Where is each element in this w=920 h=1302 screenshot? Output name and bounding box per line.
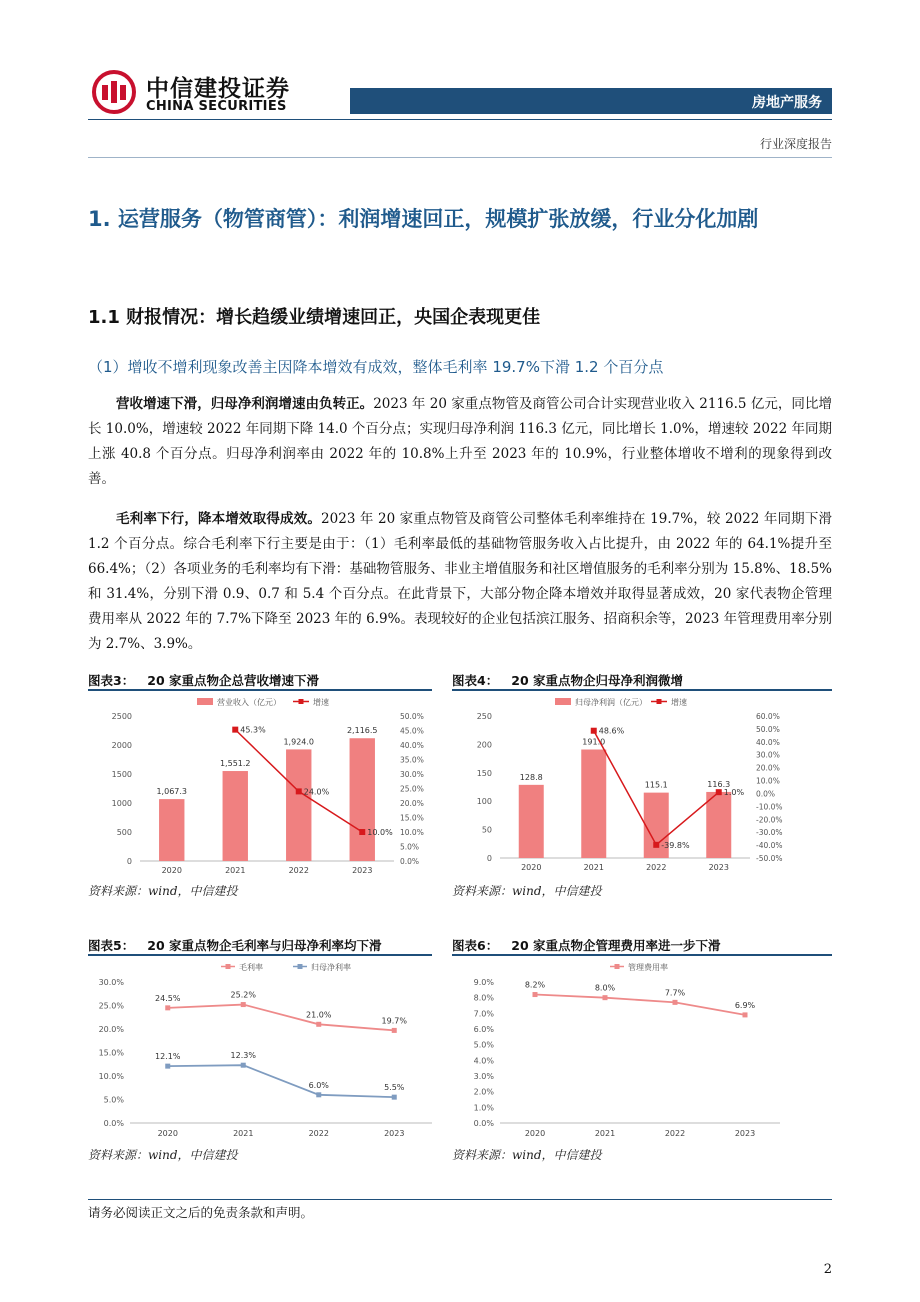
series-value-label: 7.7% bbox=[664, 988, 686, 998]
y-tick: 7.0% bbox=[473, 1009, 494, 1019]
y-tick: 8.0% bbox=[473, 993, 494, 1003]
page-number: 2 bbox=[823, 1262, 832, 1277]
figure-6-chart bbox=[452, 957, 832, 1143]
y-right-tick: 25.0% bbox=[400, 784, 424, 794]
legend-line-label: 增速 bbox=[671, 698, 687, 707]
legend-line-marker bbox=[298, 964, 303, 969]
bar-value-label: 1,924.0 bbox=[283, 737, 315, 747]
sector-label: 房地产服务 bbox=[752, 95, 822, 111]
subsection-heading: （1）增收不增利现象改善主因降本增效有成效，整体毛利率 19.7%下滑 1.2 个百分点 bbox=[88, 358, 664, 376]
y-tick: 30.0% bbox=[98, 978, 124, 987]
series-value-label: 6.9% bbox=[734, 1000, 756, 1010]
growth-point bbox=[591, 728, 597, 734]
y-tick: 5.0% bbox=[103, 1095, 124, 1105]
x-tick-label: 2020 bbox=[521, 863, 542, 872]
y-tick: 10.0% bbox=[98, 1072, 124, 1081]
disclaimer-note: 请务必阅读正文之后的免责条款和声明。 bbox=[88, 1205, 314, 1220]
y-left-tick: 50 bbox=[481, 825, 492, 835]
series-line bbox=[168, 1065, 395, 1097]
y-tick: 0.0% bbox=[473, 1119, 494, 1128]
growth-point bbox=[359, 829, 365, 835]
bar-value-label: 1,067.3 bbox=[156, 787, 188, 797]
legend-line-marker bbox=[615, 964, 620, 969]
figure-3-source: 资料来源：wind，中信建投 bbox=[88, 884, 238, 898]
series-value-label: 8.0% bbox=[594, 983, 616, 993]
x-tick-label: 2023 bbox=[708, 863, 729, 872]
bar bbox=[350, 738, 375, 861]
report-type-label: 行业深度报告 bbox=[759, 137, 832, 151]
x-tick-label: 2021 bbox=[583, 863, 604, 872]
series-point bbox=[392, 1095, 397, 1100]
y-left-tick: 1000 bbox=[111, 799, 132, 808]
figure-6-source: 资料来源：wind，中信建投 bbox=[452, 1148, 602, 1162]
series-point bbox=[603, 995, 608, 1000]
series-point bbox=[241, 1063, 246, 1068]
y-left-tick: 2000 bbox=[111, 741, 132, 750]
series-point bbox=[165, 1064, 170, 1069]
figure-6-caption: 20 家重点物企管理费用率进一步下滑 bbox=[511, 938, 721, 953]
legend-label: 归母净利率 bbox=[311, 963, 351, 972]
legend-bar-swatch bbox=[555, 698, 571, 705]
legend-label: 管理费用率 bbox=[628, 963, 668, 972]
figure-5-label: 图表5： bbox=[88, 938, 135, 953]
y-left-tick: 200 bbox=[476, 740, 492, 750]
paragraph-revenue-lead: 营收增速下滑，归母净利润增速由负转正。 bbox=[116, 396, 374, 412]
growth-value-label: 24.0% bbox=[303, 787, 330, 797]
bar bbox=[519, 785, 544, 858]
y-right-tick: 20.0% bbox=[756, 763, 780, 773]
bar bbox=[159, 799, 184, 861]
y-tick: 20.0% bbox=[98, 1025, 124, 1034]
figure-3-chart bbox=[88, 692, 432, 880]
paragraph-margin-lead: 毛利率下行，降本增效取得成效。 bbox=[116, 511, 322, 527]
y-right-tick: 30.0% bbox=[756, 750, 780, 760]
figure-4-source: 资料来源：wind，中信建投 bbox=[452, 884, 602, 898]
series-line bbox=[535, 995, 745, 1015]
x-tick-label: 2022 bbox=[288, 866, 309, 875]
y-right-tick: 50.0% bbox=[756, 724, 780, 734]
figure-5-rule bbox=[88, 954, 432, 956]
series-value-label: 24.5% bbox=[155, 993, 181, 1003]
figure-3-rule bbox=[88, 689, 432, 691]
y-tick: 15.0% bbox=[98, 1048, 124, 1058]
legend-line-label: 增速 bbox=[313, 698, 329, 707]
bar-value-label: 115.1 bbox=[644, 780, 668, 790]
figure-6-title bbox=[452, 936, 721, 954]
figure-3-title bbox=[88, 671, 319, 689]
x-tick-label: 2020 bbox=[524, 1129, 546, 1138]
y-right-tick: 10.0% bbox=[400, 828, 424, 837]
legend-bar-label: 归母净利润（亿元） bbox=[575, 698, 647, 707]
figure-4-caption: 20 家重点物企归母净利润微增 bbox=[511, 673, 684, 688]
legend-bar-swatch bbox=[197, 698, 213, 705]
series-value-label: 25.2% bbox=[230, 990, 256, 1000]
section-heading-1: 1. 运营服务（物管商管）：利润增速回正，规模扩张放缓，行业分化加剧 bbox=[88, 207, 759, 231]
y-right-tick: -30.0% bbox=[756, 828, 783, 838]
legend-line-marker bbox=[226, 964, 231, 969]
bar-value-label: 128.8 bbox=[519, 772, 543, 782]
y-right-tick: -10.0% bbox=[756, 802, 783, 812]
paragraph-revenue-body: 2023 年 20 家重点物管及商管公司合计实现营业收入 2116.5 亿元，同比增长 10.0%，增速较 2022 年同期下降 14.0 个百分点；实现归母净利润 116.3 亿元，同比增长 1.0%，增速较 2022 年同期上涨 40.8 个百分点。归母净利润率由 2022 年的 10.8%上升至 2023 年的 10.9%，行业整体增收不增利的现象得到改善。 bbox=[88, 396, 832, 487]
bar bbox=[286, 749, 311, 861]
y-right-tick: 40.0% bbox=[756, 737, 780, 747]
series-value-label: 21.0% bbox=[306, 1010, 332, 1020]
y-right-tick: 10.0% bbox=[756, 776, 780, 786]
x-tick-label: 2021 bbox=[594, 1129, 616, 1138]
series-value-label: 8.2% bbox=[524, 980, 546, 990]
bar-value-label: 1,551.2 bbox=[219, 759, 251, 769]
x-tick-label: 2022 bbox=[664, 1129, 686, 1138]
header-divider-secondary bbox=[88, 157, 832, 158]
y-left-tick: 1500 bbox=[111, 770, 132, 779]
figure-5-chart bbox=[88, 957, 432, 1143]
x-tick-label: 2023 bbox=[384, 1129, 405, 1138]
bar-value-label: 2,116.5 bbox=[346, 726, 378, 736]
y-left-tick: 0 bbox=[486, 854, 492, 863]
figure-3-caption: 20 家重点物企总营收增速下滑 bbox=[147, 673, 320, 688]
y-tick: 6.0% bbox=[473, 1025, 494, 1034]
figure-6-label: 图表6： bbox=[452, 938, 499, 953]
x-tick-label: 2020 bbox=[161, 866, 182, 875]
series-point bbox=[673, 1000, 678, 1005]
figure-4-rule bbox=[452, 689, 832, 691]
figure-4-title bbox=[452, 671, 683, 689]
x-tick-label: 2020 bbox=[157, 1129, 178, 1138]
bar bbox=[706, 792, 731, 858]
bar bbox=[581, 750, 606, 858]
x-tick-label: 2022 bbox=[646, 863, 667, 872]
growth-value-label: 48.6% bbox=[598, 726, 625, 736]
y-left-tick: 500 bbox=[116, 828, 132, 837]
legend-label: 毛利率 bbox=[239, 963, 263, 972]
series-value-label: 6.0% bbox=[308, 1080, 329, 1090]
growth-value-label: 1.0% bbox=[723, 788, 745, 798]
growth-point bbox=[296, 788, 302, 794]
y-right-tick: 0.0% bbox=[756, 789, 776, 799]
y-tick: 5.0% bbox=[473, 1040, 494, 1050]
x-tick-label: 2022 bbox=[308, 1129, 329, 1138]
bar-value-label: 116.3 bbox=[707, 779, 731, 789]
footer-divider bbox=[88, 1199, 832, 1200]
y-right-tick: 30.0% bbox=[400, 770, 424, 779]
figure-4-label: 图表4： bbox=[452, 673, 499, 688]
sector-header-bar bbox=[350, 88, 832, 114]
legend-line-marker bbox=[299, 699, 304, 704]
y-tick: 9.0% bbox=[473, 978, 494, 987]
y-tick: 2.0% bbox=[473, 1087, 494, 1097]
series-point bbox=[392, 1028, 397, 1033]
series-value-label: 12.3% bbox=[230, 1051, 256, 1061]
y-tick: 4.0% bbox=[473, 1056, 494, 1066]
y-tick: 3.0% bbox=[473, 1072, 494, 1081]
paragraph-margin bbox=[88, 507, 832, 657]
y-right-tick: -50.0% bbox=[756, 854, 783, 863]
growth-value-label: -39.8% bbox=[661, 840, 690, 850]
y-left-tick: 2500 bbox=[111, 712, 132, 721]
y-right-tick: 45.0% bbox=[400, 726, 424, 736]
series-value-label: 5.5% bbox=[384, 1083, 405, 1093]
y-right-tick: 20.0% bbox=[400, 799, 424, 808]
growth-value-label: 45.3% bbox=[240, 725, 266, 735]
growth-point bbox=[716, 789, 722, 795]
section-heading-1-1: 1.1 财报情况：增长趋缓业绩增速回正，央国企表现更佳 bbox=[88, 307, 541, 328]
growth-point bbox=[653, 842, 659, 848]
paragraph-margin-body: 2023 年 20 家重点物管及商管公司整体毛利率维持在 19.7%，较 2022 年同期下滑 1.2 个百分点。综合毛利率下行主要是由于：（1）毛利率最低的基础物管服务收入占比提升，由 2022 年的 64.1%提升至 66.4%；（2）各项业务的毛利率均有下滑：基础物管服务、非业主增值服务和社区增值服务的毛利率分别为 15.8%、18.5%和 31.4%，分别下滑 0.9、0.7 和 5.4 个百分点。在此背景下，大部分物企降本增效并取得显著成效，20 家代表物企管理费用率从 2022 年的 7.7%下降至 2023 年的 6.9%。表现较好的企业包括滨江服务、招商积余等，2023 年管理费用率分别为 2.7%、3.9%。 bbox=[88, 511, 832, 652]
figure-5-source: 资料来源：wind，中信建投 bbox=[88, 1148, 238, 1162]
header-divider bbox=[88, 119, 832, 120]
y-right-tick: 35.0% bbox=[400, 755, 424, 765]
bar bbox=[223, 771, 248, 861]
figure-6-rule bbox=[452, 954, 832, 956]
x-tick-label: 2023 bbox=[352, 866, 373, 875]
legend-bar-label: 营业收入（亿元） bbox=[217, 698, 281, 707]
x-tick-label: 2023 bbox=[734, 1129, 756, 1138]
series-point bbox=[316, 1022, 321, 1027]
y-left-tick: 100 bbox=[476, 797, 492, 807]
y-tick: 25.0% bbox=[98, 1001, 124, 1011]
series-point bbox=[316, 1092, 321, 1097]
growth-point bbox=[232, 727, 238, 733]
series-point bbox=[743, 1012, 748, 1017]
series-value-label: 12.1% bbox=[155, 1052, 181, 1062]
series-point bbox=[533, 992, 538, 997]
figure-4-chart bbox=[452, 692, 832, 880]
bar-value-label: 191.0 bbox=[582, 737, 606, 747]
brand-name-en: CHINA SECURITIES bbox=[146, 99, 287, 114]
y-right-tick: 5.0% bbox=[400, 842, 420, 852]
series-point bbox=[165, 1005, 170, 1010]
y-tick: 1.0% bbox=[473, 1103, 494, 1113]
y-right-tick: 15.0% bbox=[400, 813, 424, 823]
series-line bbox=[168, 1005, 395, 1031]
series-point bbox=[241, 1002, 246, 1007]
series-value-label: 19.7% bbox=[381, 1016, 407, 1026]
legend-line-marker bbox=[657, 699, 662, 704]
figure-3-label: 图表3： bbox=[88, 673, 135, 688]
x-tick-label: 2021 bbox=[225, 866, 246, 875]
brand-name-cn: 中信建投证券 bbox=[146, 76, 290, 102]
y-tick: 0.0% bbox=[103, 1119, 124, 1128]
growth-value-label: 10.0% bbox=[367, 828, 393, 837]
y-right-tick: -40.0% bbox=[756, 841, 783, 851]
y-left-tick: 250 bbox=[476, 712, 492, 721]
y-right-tick: 0.0% bbox=[400, 857, 420, 866]
y-right-tick: 60.0% bbox=[756, 712, 780, 721]
china-securities-logo-icon bbox=[92, 70, 136, 114]
y-right-tick: 40.0% bbox=[400, 741, 424, 750]
y-right-tick: -20.0% bbox=[756, 815, 783, 825]
paragraph-revenue bbox=[88, 392, 832, 492]
y-right-tick: 50.0% bbox=[400, 712, 424, 721]
figure-5-caption: 20 家重点物企毛利率与归母净利率均下滑 bbox=[147, 938, 382, 953]
y-left-tick: 0 bbox=[126, 857, 132, 866]
y-left-tick: 150 bbox=[476, 768, 492, 778]
x-tick-label: 2021 bbox=[233, 1129, 254, 1138]
figure-5-title bbox=[88, 936, 382, 954]
